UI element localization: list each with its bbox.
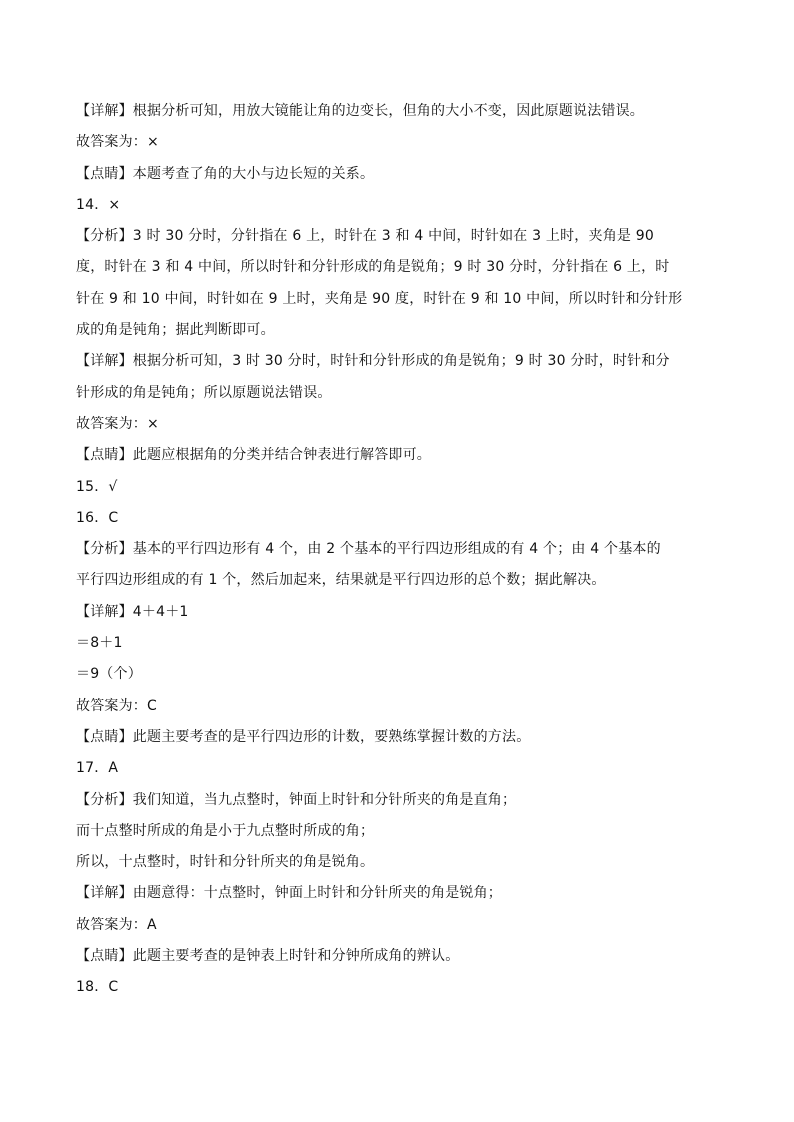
text-line: 【详解】根据分析可知，3 时 30 分时，时针和分针形成的角是锐角；9 时 30 分时，时针和分 xyxy=(76,353,670,370)
question-number: 16．C xyxy=(76,509,119,526)
text-line: 故答案为：× xyxy=(76,134,159,151)
text-line: 故答案为：C xyxy=(76,697,157,714)
text-line: 【详解】由题意得：十点整时，钟面上时针和分针所夹的角是锐角； xyxy=(76,885,502,902)
text-line: 平行四边形组成的有 1 个，然后加起来，结果就是平行四边形的总个数；据此解决。 xyxy=(76,572,606,589)
text-line: 【点睛】此题主要考查的是钟表上时针和分钟所成角的辨认。 xyxy=(76,948,460,965)
text-line: 度，时针在 3 和 4 中间，所以时针和分针形成的角是锐角；9 时 30 分时，分针指在 6 上，时 xyxy=(76,259,670,276)
text-line: ＝8＋1 xyxy=(76,635,123,652)
text-line: 【点睛】本题考查了角的大小与边长短的关系。 xyxy=(76,165,375,182)
text-line: 【分析】我们知道，当九点整时，钟面上时针和分针所夹的角是直角； xyxy=(76,791,517,808)
text-line: 【点睛】此题主要考查的是平行四边形的计数，要熟练掌握计数的方法。 xyxy=(76,728,531,745)
text-line: 【详解】根据分析可知，用放大镜能让角的边变长，但角的大小不变，因此原题说法错误。 xyxy=(76,103,644,119)
text-line: 故答案为：A xyxy=(76,916,157,933)
question-number: 18．C xyxy=(76,979,119,996)
text-line: 【详解】4＋4＋1 xyxy=(76,603,189,620)
text-line: 所以，十点整时，时针和分针所夹的角是锐角。 xyxy=(76,854,375,871)
question-number: 14．× xyxy=(76,196,121,213)
text-line: 针在 9 和 10 中间，时针如在 9 上时，夹角是 90 度，时针在 9 和 10 中间，所以时针和分针形 xyxy=(76,290,683,307)
answer-page xyxy=(76,101,726,1009)
question-number: 17．A xyxy=(76,760,119,777)
text-line: 成的角是钝角；据此判断即可。 xyxy=(76,322,275,339)
text-line: 故答案为：× xyxy=(76,415,159,432)
text-line: 针形成的角是钝角；所以原题说法错误。 xyxy=(76,384,332,401)
text-line: 【分析】基本的平行四边形有 4 个，由 2 个基本的平行四边形组成的有 4 个；由 4 个基本的 xyxy=(76,541,661,558)
question-number: 15．√ xyxy=(76,478,118,495)
text-line: 【分析】3 时 30 分时，分针指在 6 上，时针在 3 和 4 中间，时针如在 3 上时，夹角是 90 xyxy=(76,228,654,245)
text-line: ＝9（个） xyxy=(76,666,142,683)
text-line: 【点睛】此题应根据角的分类并结合钟表进行解答即可。 xyxy=(76,447,431,464)
text-line: 而十点整时所成的角是小于九点整时所成的角； xyxy=(76,822,375,839)
